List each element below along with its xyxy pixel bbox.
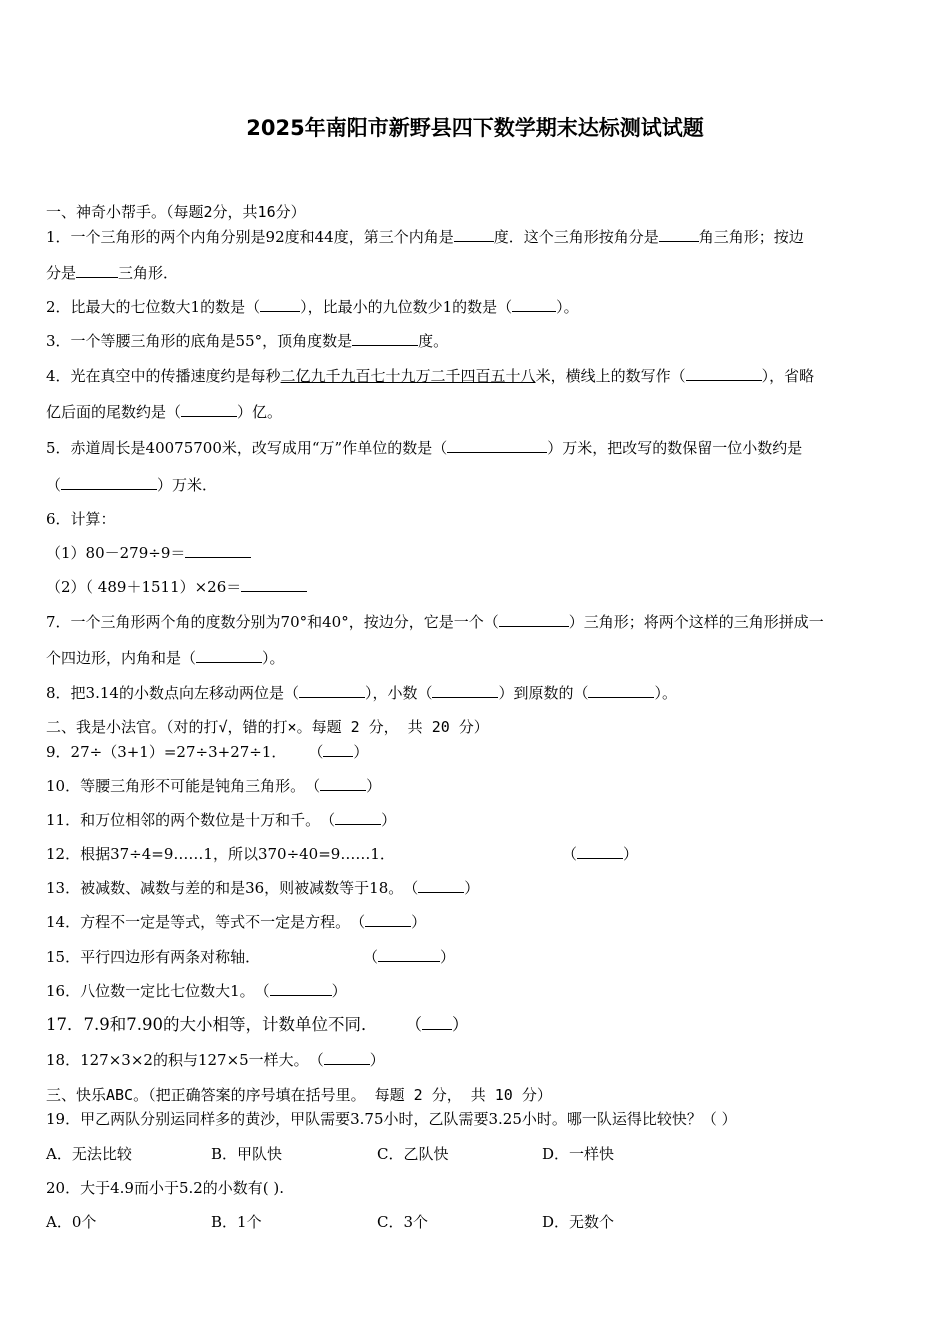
answer-blank[interactable] xyxy=(260,297,300,312)
answer-blank[interactable] xyxy=(196,648,262,663)
q20-option-a[interactable]: A．0个 xyxy=(46,1213,97,1231)
answer-parentheses[interactable]: （ ） xyxy=(350,913,427,931)
question-11: 11．和万位相邻的两个数位是十万和千。（ ） xyxy=(46,811,397,829)
question-5-line-2: （ ）万米． xyxy=(46,476,218,494)
answer-blank[interactable] xyxy=(76,263,118,278)
q19-option-d[interactable]: D．一样快 xyxy=(542,1145,615,1163)
section-heading-1: 一、神奇小帮手。（每题2分，共16分） xyxy=(46,203,306,221)
underlined-number-words: 二亿九千九百七十九万二千四百五十八 xyxy=(280,367,536,385)
answer-parentheses[interactable]: （ ） xyxy=(308,1051,385,1069)
question-3: 3．一个等腰三角形的底角是55°，顶角度数是 度。 xyxy=(46,332,449,350)
q19-option-c[interactable]: C．乙队快 xyxy=(377,1145,449,1163)
question-15-answer[interactable]: （ ） xyxy=(363,948,456,966)
page-title: 2025年南阳市新野县四下数学期末达标测试试题 xyxy=(246,116,704,140)
question-4-line-1: 4．光在真空中的传播速度约是每秒二亿九千九百七十九万二千四百五十八米，横线上的数写作（ ），省略 xyxy=(46,367,815,385)
answer-blank[interactable] xyxy=(512,297,556,312)
q19-option-b[interactable]: B．甲队快 xyxy=(211,1145,283,1163)
question-7-line-2: 个四边形，内角和是（ ）。 xyxy=(46,649,285,667)
question-6-part-2: （2）（ 489＋1511）×26＝ xyxy=(46,577,307,597)
question-7-line-1: 7．一个三角形两个角的度数分别为70°和40°，按边分，它是一个（ ）三角形；将两个这样的三角形拼成一 xyxy=(46,613,824,631)
answer-blank[interactable] xyxy=(432,683,498,698)
question-4-line-2: 亿后面的尾数约是（ ）亿。 xyxy=(46,403,283,421)
answer-blank[interactable] xyxy=(185,543,251,558)
answer-parentheses[interactable]: （ ） xyxy=(305,777,382,795)
answer-parentheses[interactable]: （ ） xyxy=(403,879,480,897)
question-6-heading: 6．计算： xyxy=(46,510,116,528)
question-20: 20．大于4.9而小于5.2的小数有( ). xyxy=(46,1179,285,1197)
answer-parentheses[interactable]: （ ） xyxy=(254,982,347,1000)
answer-blank[interactable] xyxy=(686,366,762,381)
q19-option-a[interactable]: A．无法比较 xyxy=(46,1145,132,1163)
answer-blank[interactable] xyxy=(181,402,237,417)
q20-option-c[interactable]: C．3个 xyxy=(377,1213,429,1231)
answer-blank[interactable] xyxy=(299,683,365,698)
answer-blank[interactable] xyxy=(454,227,494,242)
answer-parentheses[interactable]: （ ） xyxy=(308,743,369,761)
question-10: 10．等腰三角形不可能是钝角三角形。（ ） xyxy=(46,777,382,795)
question-19: 19．甲乙两队分别运同样多的黄沙，甲队需要3.75小时，乙队需要3.25小时。哪一队运得比较快？（ ） xyxy=(46,1110,737,1128)
question-2: 2．比最大的七位数大1的数是（ ），比最小的九位数少1的数是（ ）。 xyxy=(46,298,579,316)
question-1-line-1: 1．一个三角形的两个内角分别是92度和44度，第三个内角是 度．这个三角形按角分是 角三角形；按边 xyxy=(46,228,804,246)
section-heading-3: 三、快乐ABC。（把正确答案的序号填在括号里。 每题 2 分， 共 10 分） xyxy=(46,1086,552,1104)
question-15: 15．平行四边形有两条对称轴． xyxy=(46,948,261,966)
answer-blank[interactable] xyxy=(659,227,699,242)
answer-blank[interactable] xyxy=(499,612,569,627)
answer-blank[interactable] xyxy=(447,438,547,453)
answer-blank[interactable] xyxy=(61,475,157,490)
question-12: 12．根据37÷4=9……1，所以370÷40=9……1． xyxy=(46,845,395,863)
question-6-part-1: （1）80－279÷9＝ xyxy=(46,543,251,563)
answer-parentheses[interactable]: （ ） xyxy=(320,811,397,829)
question-1-line-2: 分是 三角形． xyxy=(46,264,179,282)
question-9: 9．27÷（3+1）=27÷3+27÷1． （ ） xyxy=(46,743,369,761)
question-12-answer[interactable]: （ ） xyxy=(562,845,639,863)
question-17: 17．7.9和7.90的大小相等，计数单位不同． （ ） xyxy=(46,1015,469,1034)
q20-option-d[interactable]: D．无数个 xyxy=(542,1213,615,1231)
answer-blank[interactable] xyxy=(588,683,654,698)
answer-blank[interactable] xyxy=(352,331,418,346)
question-16: 16．八位数一定比七位数大1。（ ） xyxy=(46,982,347,1000)
question-5-line-1: 5．赤道周长是40075700米，改写成用“万”作单位的数是（ ）万米，把改写的数保留一位小数约是 xyxy=(46,439,803,457)
q20-option-b[interactable]: B．1个 xyxy=(211,1213,262,1231)
section-heading-2: 二、我是小法官。（对的打√，错的打×。每题 2 分， 共 20 分） xyxy=(46,718,489,736)
question-18: 18．127×3×2的积与127×5一样大。（ ） xyxy=(46,1051,385,1069)
answer-blank[interactable] xyxy=(241,577,307,592)
question-8: 8．把3.14的小数点向左移动两位是（ ），小数（ ）到原数的（ ）。 xyxy=(46,684,677,702)
question-14: 14．方程不一定是等式，等式不一定是方程。（ ） xyxy=(46,913,427,931)
answer-parentheses[interactable]: （ ） xyxy=(405,1015,469,1034)
question-13: 13．被减数、减数与差的和是36，则被减数等于18。（ ） xyxy=(46,879,480,897)
